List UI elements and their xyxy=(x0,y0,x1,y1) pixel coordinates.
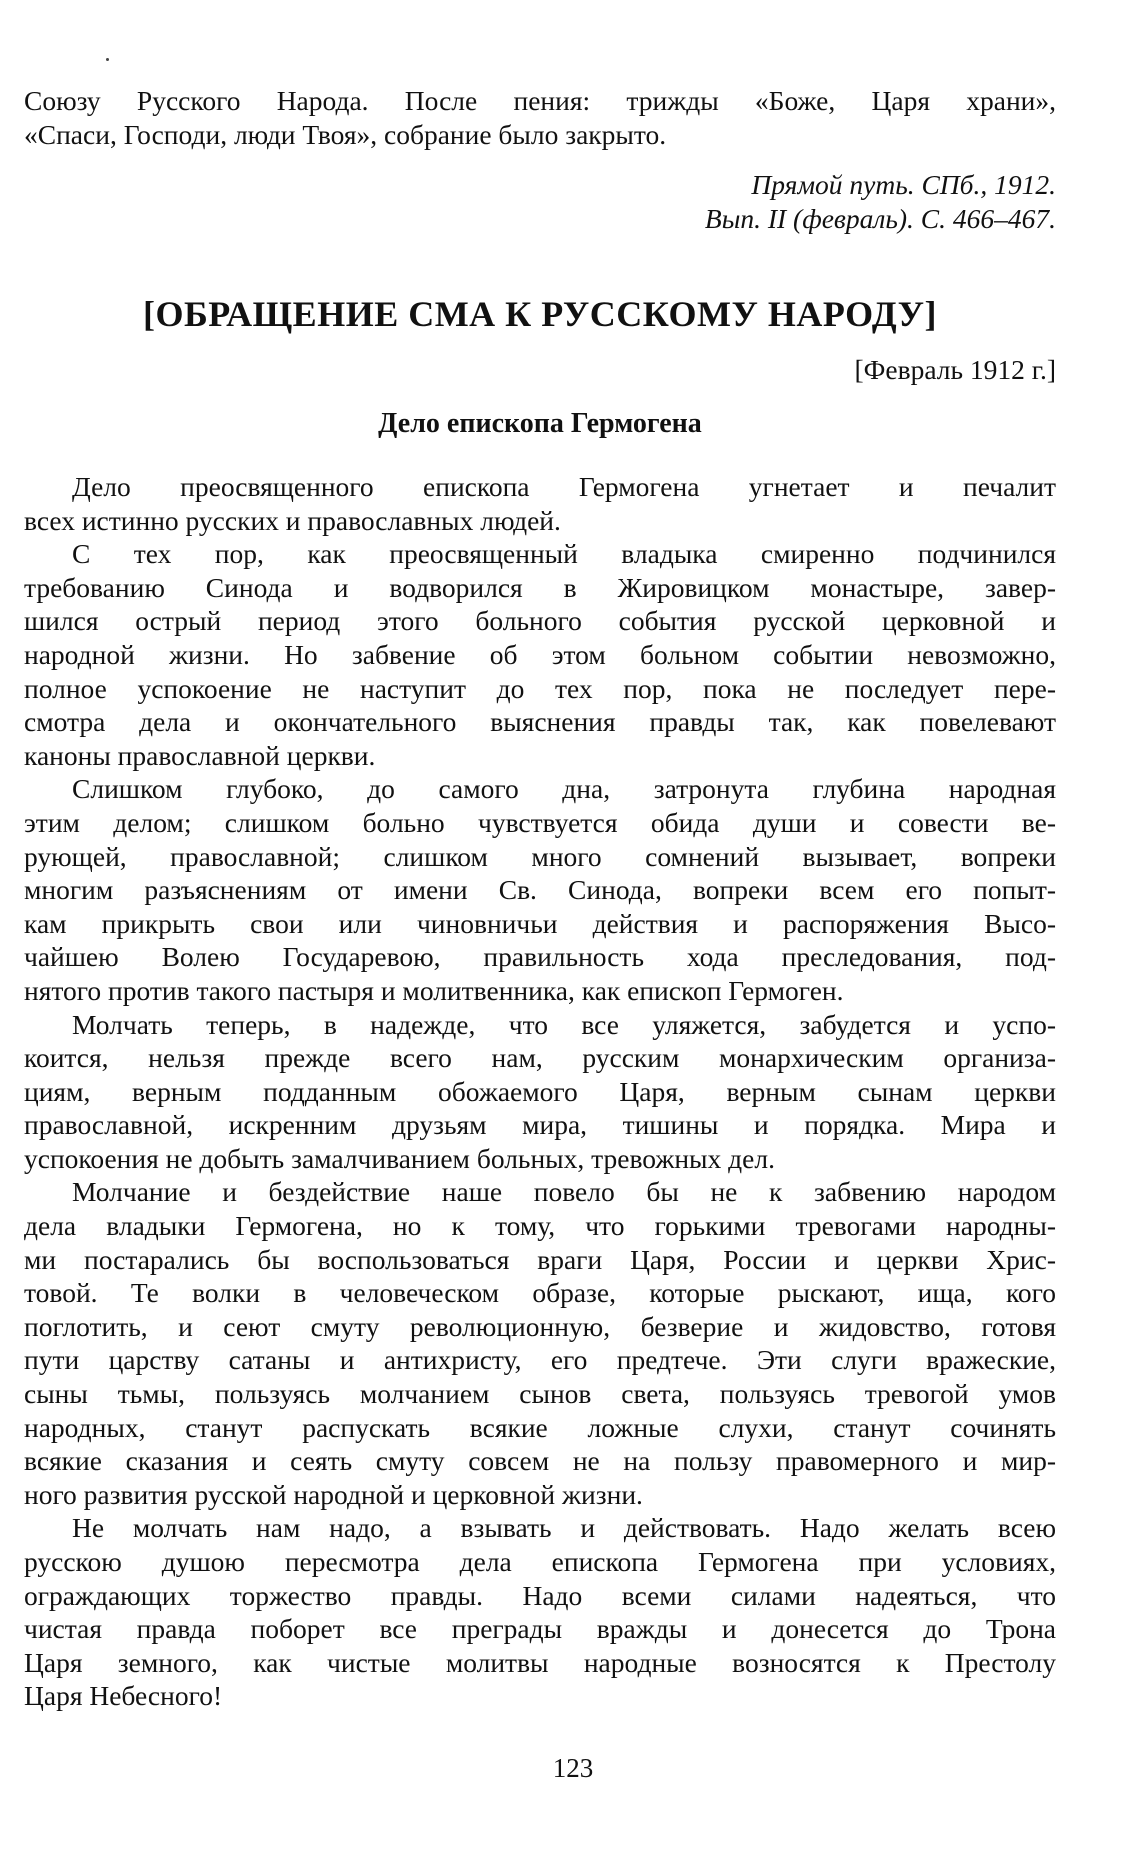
document-subtitle: Дело епископа Гермогена xyxy=(378,408,702,439)
paragraph-line: ми постарались бы воспользоваться враги Царя, России и церкви Хрис- xyxy=(24,1243,1056,1275)
paragraph xyxy=(24,1008,1056,1176)
paragraph-line: ного развития русской народной и церковной жизни. xyxy=(24,1478,643,1510)
paragraph-line: Не молчать нам надо, а взывать и действовать. Надо желать всею xyxy=(72,1512,1056,1544)
paragraph xyxy=(24,470,1056,537)
paragraph-line: многим разъяснениям от имени Св. Синода, вопреки всем его попыт- xyxy=(24,874,1056,906)
paragraph-line: православной, искренним друзьям мира, тишины и порядка. Мира и xyxy=(24,1109,1056,1141)
paragraph-line: С тех пор, как преосвященный владыка смиренно подчинился xyxy=(72,538,1056,570)
paragraph-line: каноны православной церкви. xyxy=(24,739,376,771)
paragraph xyxy=(24,537,1056,772)
paragraph xyxy=(24,1175,1056,1511)
opening-line: «Спаси, Господи, люди Твоя», собрание было закрыто. xyxy=(24,118,667,150)
paragraph-line: народной жизни. Но забвение об этом больном событии невозможно, xyxy=(24,638,1056,670)
paragraph-line: народных, станут распускать всякие ложные слухи, станут сочинять xyxy=(24,1411,1056,1443)
paragraph-line: Царя Небесного! xyxy=(24,1680,223,1712)
paragraph-line: всякие сказания и сеять смуту совсем не на пользу правомерного и мир- xyxy=(24,1445,1056,1477)
paragraph-line: успокоения не добыть замалчиванием больных, тревожных дел. xyxy=(24,1142,775,1174)
paragraph-line: Слишком глубоко, до самого дна, затронута глубина народная xyxy=(72,773,1056,805)
opening-line: Союзу Русского Народа. После пения: трижды «Боже, Царя храни», xyxy=(24,85,1056,116)
paragraph-line: русскою душою пересмотра дела епископа Гермогена при условиях, xyxy=(24,1546,1056,1577)
paragraph-line: рующей, православной; слишком много сомнений вызывает, вопреки xyxy=(24,840,1056,872)
page-number: 123 xyxy=(552,1753,594,1783)
paragraph-line: полное успокоение не наступит до тех пор, пока не последует пере- xyxy=(24,672,1056,704)
paragraph-line: Молчать теперь, в надежде, что все уляжется, забудется и успо- xyxy=(72,1008,1056,1040)
document-title: [ОБРАЩЕНИЕ СМА К РУССКОМУ НАРОДУ] xyxy=(142,294,938,334)
paragraph-line: товой. Те волки в человеческом образе, которые рыскают, ища, кого xyxy=(24,1277,1056,1309)
paragraph xyxy=(24,772,1056,1007)
paragraph-line: шился острый период этого больного события русской церковной и xyxy=(24,605,1056,637)
paragraph-line: пути царству сатаны и антихристу, его предтече. Эти слуги вражеские, xyxy=(24,1344,1056,1376)
paragraph-line: чистая правда поборет все преграды вражды и донесется до Трона xyxy=(24,1613,1056,1645)
paragraph-line: сыны тьмы, пользуясь молчанием сынов света, пользуясь тревогой умов xyxy=(24,1378,1056,1410)
paragraph-line: смотра дела и окончательного выяснения правды так, как повелевают xyxy=(24,706,1056,738)
paragraph-line: Дело преосвященного епископа Гермогена угнетает и печалит xyxy=(72,471,1056,502)
paragraph-line: нятого против такого пастыря и молитвенника, как епископ Гермоген. xyxy=(24,974,844,1006)
source-citation xyxy=(24,168,1056,235)
paragraph-line: циям, верным подданным обожаемого Царя, верным сынам церкви xyxy=(24,1075,1056,1107)
body-text xyxy=(24,470,1056,1713)
document-date: [Февраль 1912 г.] xyxy=(854,354,1056,385)
paragraph-line: требованию Синода и водворился в Жировицком монастыре, завер- xyxy=(24,571,1056,603)
paragraph-line: дела владыки Гермогена, но к тому, что горькими тревогами народны- xyxy=(24,1210,1056,1242)
paragraph-line: Царя земного, как чистые молитвы народные возносятся к Престолу xyxy=(24,1646,1056,1678)
paragraph-line: этим делом; слишком больно чувствуется обида души и совести ве- xyxy=(24,806,1056,838)
paragraph xyxy=(24,1511,1056,1713)
paragraph-line: всех истинно русских и православных людей. xyxy=(24,504,561,536)
paragraph-line: кам прикрыть свои или чиновничьи действия и распоряжения Высо- xyxy=(24,907,1056,939)
paragraph-line: поглотить, и сеют смуту революционную, безверие и жидовство, готовя xyxy=(24,1310,1056,1342)
source-line: Вып. II (февраль). С. 466–467. xyxy=(704,202,1056,234)
opening-text xyxy=(24,84,1056,151)
paragraph-line: коится, нельзя прежде всего нам, русским монархическим организа- xyxy=(24,1042,1056,1074)
paragraph-line: чайшею Волею Государевою, правильность хода преследования, под- xyxy=(24,941,1056,973)
speck xyxy=(106,58,109,61)
paragraph-line: ограждающих торжество правды. Надо всеми силами надеяться, что xyxy=(24,1579,1056,1611)
paragraph-line: Молчание и бездействие наше повело бы не к забвению народом xyxy=(72,1176,1056,1208)
source-line: Прямой путь. СПб., 1912. xyxy=(751,169,1056,200)
